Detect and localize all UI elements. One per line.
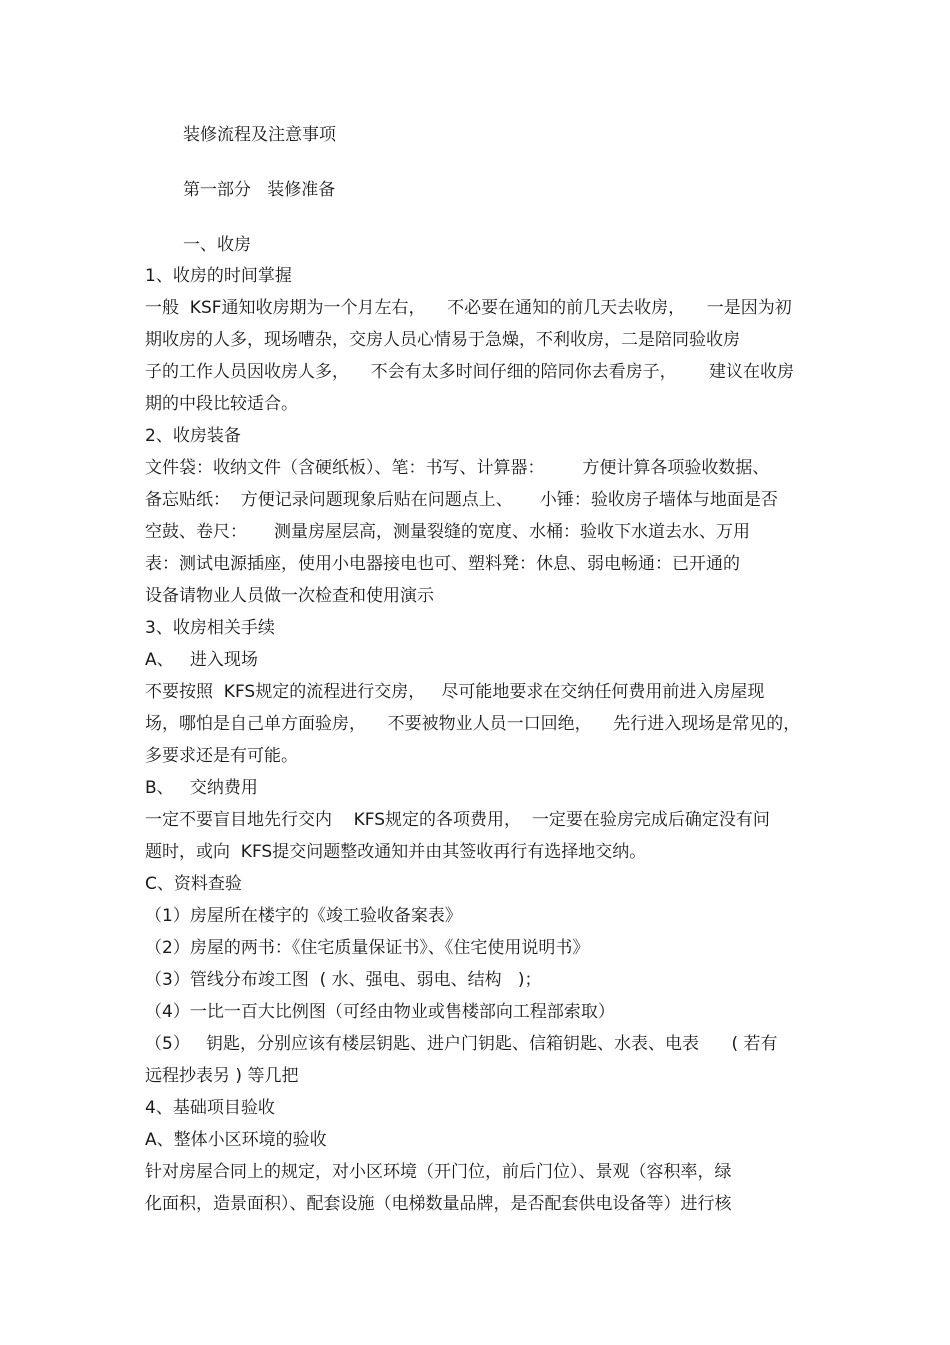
body-line: 期收房的人多，现场嘈杂，交房人员心情易于急燥，不利收房，二是陪同验收房 xyxy=(145,330,740,350)
body-line: 备忘贴纸： 方便记录问题现象后贴在问题点上、 小锤：验收房子墙体与地面是否 xyxy=(145,490,778,510)
body-line: 设备请物业人员做一次检查和使用演示 xyxy=(145,586,434,606)
body-line: 多要求还是有可能。 xyxy=(145,746,298,766)
body-line: 题时，或向 KFS提交问题整改通知并由其签收再行有选择地交纳。 xyxy=(145,842,647,862)
list-item: （1）房屋所在楼宇的《竣工验收备案表》 xyxy=(145,906,462,926)
item-heading: A、 进入现场 xyxy=(145,650,258,670)
item-heading: A、整体小区环境的验收 xyxy=(145,1130,327,1150)
body-line: 表：测试电源插座，使用小电器接电也可、塑料凳：休息、弱电畅通：已开通的 xyxy=(145,554,740,574)
section-heading: 一、收房 xyxy=(183,235,251,255)
body-line: 一般 KSF通知收房期为一个月左右， 不必要在通知的前几天去收房， 一是因为初 xyxy=(145,298,792,318)
subheading: 2、收房装备 xyxy=(145,426,241,446)
body-line: 远程抄表另 ) 等几把 xyxy=(145,1066,299,1086)
list-item: （4）一比一百大比例图（可经由物业或售楼部向工程部索取） xyxy=(145,1002,615,1022)
body-line: 期的中段比较适合。 xyxy=(145,394,298,414)
body-line: 不要按照 KFS规定的流程进行交房， 尽可能地要求在交纳任何费用前进入房屋现 xyxy=(145,682,765,702)
body-line: 一定不要盲目地先行交内 KFS规定的各项费用， 一定要在验房完成后确定没有问 xyxy=(145,810,770,830)
subheading: 3、收房相关手续 xyxy=(145,618,275,638)
subheading: 1、收房的时间掌握 xyxy=(145,266,292,286)
document-title: 装修流程及注意事项 xyxy=(183,125,336,145)
part-heading: 第一部分 装修准备 xyxy=(183,180,336,200)
list-item: （5） 钥匙，分别应该有楼层钥匙、进户门钥匙、信箱钥匙、水表、电表 ( 若有 xyxy=(145,1034,778,1054)
body-line: 文件袋：收纳文件（含硬纸板）、笔：书写、计算器： 方便计算各项验收数据、 xyxy=(145,458,770,478)
body-line: 针对房屋合同上的规定，对小区环境（开门位，前后门位）、景观（容积率，绿 xyxy=(145,1162,732,1182)
subheading: 4、基础项目验收 xyxy=(145,1098,275,1118)
list-item: （2）房屋的两书：《住宅质量保证书》、《住宅使用说明书》 xyxy=(145,938,590,958)
body-line: 子的工作人员因收房人多， 不会有太多时间仔细的陪同你去看房子， 建议在收房 xyxy=(145,362,795,382)
body-line: 空鼓、卷尺： 测量房屋层高，测量裂缝的宽度、水桶：验收下水道去水、万用 xyxy=(145,522,751,542)
list-item: （3）管线分布竣工图 ( 水、强电、弱电、结构 )； xyxy=(145,970,542,990)
item-heading: B、 交纳费用 xyxy=(145,778,258,798)
item-heading: C、资料查验 xyxy=(145,874,242,894)
body-line: 化面积，造景面积）、配套设施（电梯数量品牌，是否配套供电设备等）进行核 xyxy=(145,1194,732,1214)
body-line: 场，哪怕是自己单方面验房， 不要被物业人员一口回绝， 先行进入现场是常见的， xyxy=(145,714,801,734)
